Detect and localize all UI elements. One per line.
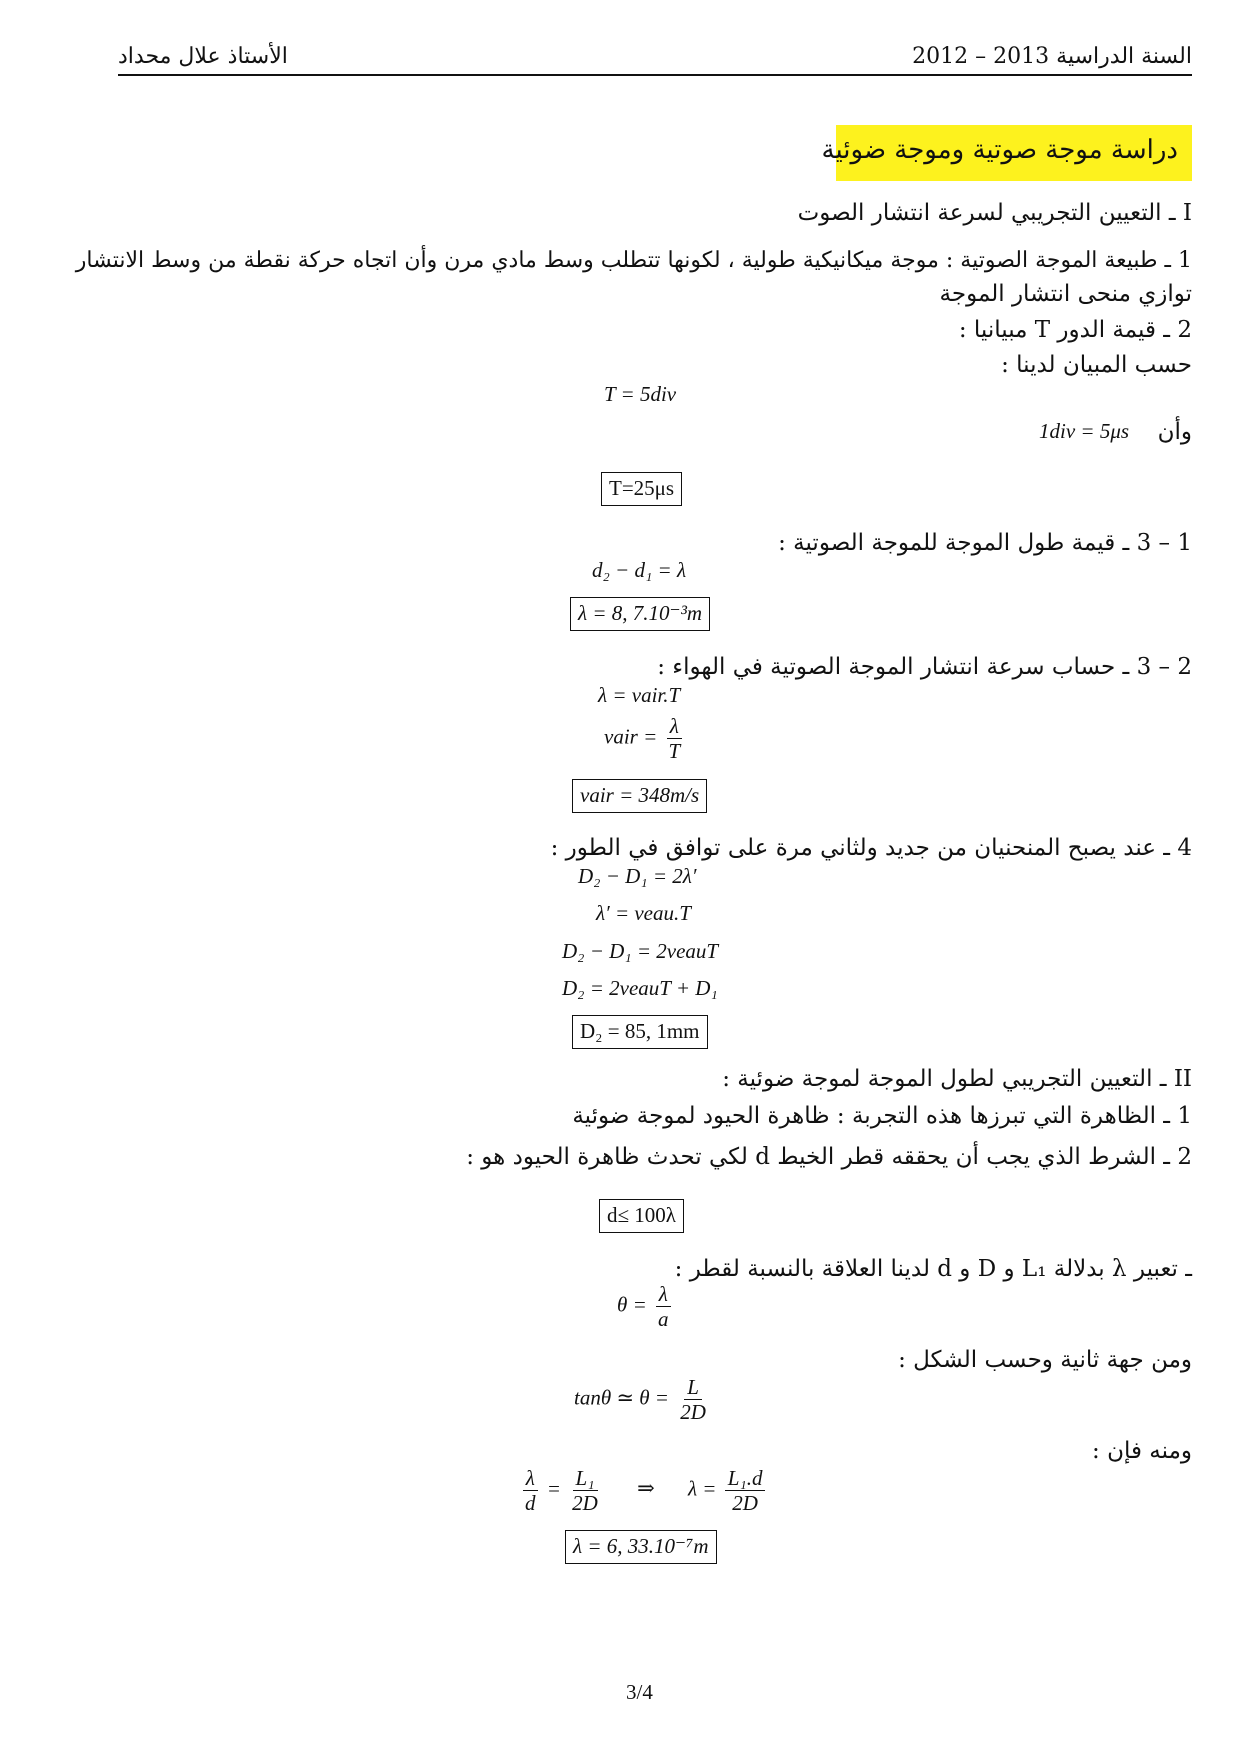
part1-q3-2: 2 – 3 ـ حساب سرعة انتشار الموجة الصوتية في الهواء : [657, 654, 1192, 680]
eq-tan [574, 1375, 712, 1424]
eq-D1: D₂ − D₁ = 2λ′ [578, 864, 697, 888]
eq-D2: λ′ = veau.T [596, 901, 691, 925]
part2-q1: 1 ـ الظاهرة التي تبرزها هذه التجربة : ظاهرة الحيود لموجة ضوئية [572, 1103, 1192, 1129]
eq-equals: = [546, 1476, 561, 1501]
result-T: T=25μs [601, 472, 682, 506]
eq-D4: D₂ = 2veauT + D₁ [562, 976, 718, 1000]
eq-lambda-lhs: λ = [687, 1476, 717, 1501]
hence-text: ومنه فإن : [1092, 1438, 1192, 1464]
eq-implies: ⇒ [637, 1476, 655, 1501]
eq-theta [617, 1282, 675, 1331]
header-year: السنة الدراسية 2013 – 2012 [912, 44, 1192, 69]
result-lambda-sound: λ = 8, 7.10⁻³m [570, 597, 710, 631]
fig-note: ومن جهة ثانية وحسب الشكل : [898, 1347, 1192, 1373]
header-teacher: الأستاذ علال محداد [118, 44, 288, 69]
eq-d: d₂ − d₁ = λ [592, 558, 687, 582]
part1-q3-1: 1 – 3 ـ قيمة طول الموجة للموجة الصوتية : [778, 530, 1192, 556]
eq-f3-fraction [725, 1466, 766, 1515]
part1-q1-line1: 1 ـ طبيعة الموجة الصوتية : موجة ميكانيكية طولية ، لكونها تتطلب وسط مادي مرن وأن اتجاه حركة نقطة من وسط الانتشار [75, 248, 1192, 273]
eq-vair-num: λ [667, 714, 682, 739]
eq-tan-den: 2D [680, 1400, 706, 1424]
page-number: 3/4 [626, 1680, 653, 1704]
eq-f1-num: λ [523, 1466, 538, 1491]
part2-q2: 2 ـ الشرط الذي يجب أن يحققه قطر الخيط d لكي تحدث ظاهرة الحيود هو : [466, 1144, 1192, 1170]
eq-T-div: T = 5div [604, 382, 677, 406]
eq-vair [604, 714, 686, 763]
eq-D3: D₂ − D₁ = 2veauT [562, 939, 719, 963]
eq-f2-num: L₁ [573, 1466, 598, 1491]
page-title: دراسة موجة صوتية وموجة ضوئية [821, 135, 1178, 165]
eq-div-scale: 1div = 5μs [1039, 419, 1130, 443]
part1-q4: 4 ـ عند يصبح المنحنيان من جديد ولثاني مرة على توافق في الطور : [550, 835, 1192, 861]
eq-theta-lhs: θ = [617, 1292, 647, 1317]
part1-q2-note: حسب المبيان لدينا : [1001, 352, 1192, 378]
eq-f2-fraction [569, 1466, 601, 1515]
part1-q1-line2: توازي منحى انتشار الموجة [939, 281, 1192, 307]
eq-vair-lhs: vair = [604, 724, 658, 749]
part1-q2: 2 ـ قيمة الدور T مبيانيا : [958, 317, 1192, 343]
part2-q3: ـ تعبير λ بدلالة L₁ و D و d لدينا العلاقة بالنسبة لقطر : [674, 1256, 1192, 1282]
result-D2: D₂ = 85, 1mm [572, 1015, 708, 1049]
eq-f2-den: 2D [572, 1491, 598, 1515]
eq-theta-num: λ [656, 1282, 671, 1307]
result-lambda-light: λ = 6, 33.10⁻⁷m [565, 1530, 717, 1564]
eq-theta-fraction [655, 1282, 672, 1331]
header-rule [118, 74, 1192, 76]
result-vair: vair = 348m/s [572, 779, 707, 813]
eq-theta-den: a [658, 1307, 669, 1331]
eq-vair-den: T [668, 739, 681, 763]
eq-tan-num: L [684, 1375, 702, 1400]
eq-f1-den: d [525, 1491, 536, 1515]
eq-lambda-vT: λ = vair.T [598, 683, 681, 707]
eq-tan-fraction [677, 1375, 709, 1424]
eq-f3-den: 2D [732, 1491, 758, 1515]
and-word: وأن [1157, 419, 1192, 445]
result-condition: d≤ 100λ [599, 1199, 684, 1233]
eq-f1-fraction [522, 1466, 539, 1515]
eq-final [519, 1466, 768, 1515]
part2-heading: II ـ التعيين التجريبي لطول الموجة لموجة ضوئية : [722, 1066, 1192, 1092]
eq-tan-lhs: tanθ ≃ θ = [574, 1385, 669, 1410]
eq-f3-num: L₁.d [725, 1466, 766, 1491]
part1-heading: I ـ التعيين التجريبي لسرعة انتشار الصوت [797, 200, 1192, 226]
eq-vair-fraction [666, 714, 684, 763]
